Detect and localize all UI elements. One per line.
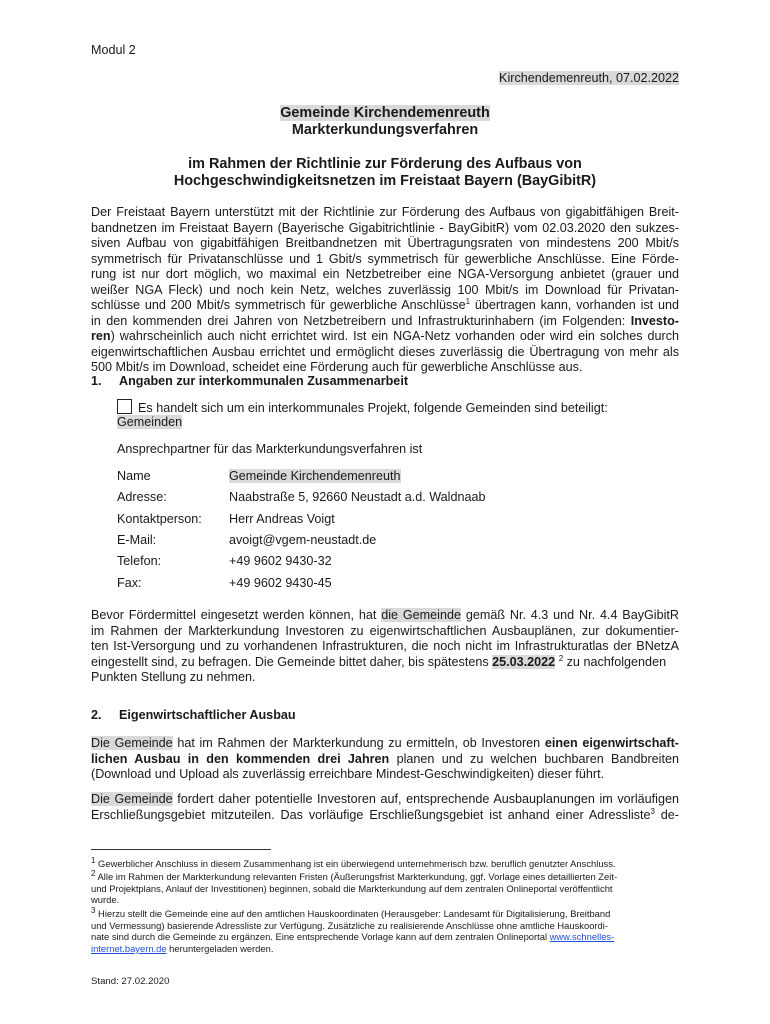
funding-line: im Rahmen der Markterkundung Investoren zu eigenwirtschaftlichen Ausbauplänen, zur dokumentier- bbox=[91, 623, 679, 638]
funding-line: ten Ist-Versorgung und zu vorhandenen Infrastrukturen, die noch nicht im Infrastrukturatlas der BNetzA bbox=[91, 639, 679, 654]
place-date: Kirchendemenreuth, 07.02.2022 bbox=[499, 71, 679, 85]
contact-intro: Ansprechpartner für das Markterkundungsverfahren ist bbox=[117, 442, 423, 456]
section2-line: Erschließungsgebiet mitzuteilen. Das vorläufige Erschließungsgebiet ist anhand einer Adressliste$^3$ de- bbox=[91, 806, 680, 822]
section2-line: Die Gemeinde hat im Rahmen der Markterkundung zu ermitteln, ob Investoren einen eigenwirtschaft- bbox=[91, 736, 679, 750]
portal-link-continued[interactable]: internet.bayern.de bbox=[91, 942, 167, 954]
intro-line: 500 Mbit/s im Download, scheidet eine Förderung auch für gewerbliche Anschlüsse aus. bbox=[91, 360, 583, 375]
section-2-paragraph-1 bbox=[91, 736, 679, 783]
intro-line: bandnetzen im Freistaat Bayern (Bayerische Gigabitrichtlinie - BayGibitR) vom 02.03.2020 den sukzes- bbox=[91, 220, 679, 235]
interkommunal-checkbox[interactable] bbox=[117, 399, 132, 414]
title-procedure: Markterkundungsverfahren bbox=[291, 122, 479, 138]
title-guideline-line2: Hochgeschwindigkeitsnetzen im Freistaat Bayern (BayGibitR) bbox=[173, 173, 597, 189]
intro-line: schlüsse und 200 Mbit/s symmetrisch für gewerbliche Anschlüsse$^1$ übertragen kann, vorhanden ist und bbox=[91, 297, 679, 313]
intro-line: in den kommenden drei Jahren von Netzbetreibern und Infrastrukturinhabern (im Folgenden: Investo- bbox=[91, 313, 679, 328]
funding-line: eingestellt sind, zu befragen. Die Gemeinde bittet daher, bis spätestens 25.03.2022 $^2$ zu nachfolgenden bbox=[91, 653, 667, 669]
footnote-2: $^2$ Alle im Rahmen der Markterkundung relevanten Fristen (Äußerungsfrist Markterkundung, ggf. Vorlage eines detaillierten Zeit- und Projektplans, Anlauf der Investitionen) beginnen, sobald die Markterkundung auf dem zentralen Onlineportal veröffentlicht wurde. bbox=[91, 868, 618, 906]
footnote-ref-2: 2 bbox=[558, 653, 564, 663]
intro-line: eigenwirtschaftlichen Ausbau errichtet und ermöglicht dieses zuverlässig die Übertragung von mehr als bbox=[91, 344, 679, 359]
title-guideline-line1: im Rahmen der Richtlinie zur Förderung des Aufbaus von bbox=[188, 156, 582, 172]
footnote-1: $^1$ Gewerblicher Anschluss in diesem Zusammenhang ist ein überwiegend unternehmerisch bzw. beruflich genutzter Anschluss. bbox=[91, 855, 616, 869]
intro-line: siven Aufbau von gigabitfähigen Breitbandnetzen mit Übertragungsraten von mindestens 200 Mbit/s bbox=[91, 236, 679, 251]
checkbox-label: Es handelt sich um ein interkommunales Projekt, folgende Gemeinden sind beteiligt: bbox=[138, 401, 608, 415]
contact-name-value: Gemeinde Kirchendemenreuth bbox=[229, 469, 401, 483]
section-2-paragraph-2 bbox=[91, 792, 679, 823]
section-2-heading: 2. Eigenwirtschaftlicher Ausbau bbox=[91, 708, 296, 722]
footnote-separator bbox=[91, 849, 271, 850]
funding-line: Bevor Fördermittel eingesetzt werden können, hat die Gemeinde gemäß Nr. 4.3 und Nr. 4.4 BayGibitR bbox=[91, 608, 679, 622]
intro-line: symmetrisch für Privatanschlüsse und 1 Gbit/s symmetrisch für gewerbliche Anschlüsse. Eine Förde- bbox=[91, 251, 679, 266]
funding-paragraph bbox=[91, 608, 679, 686]
section2-line: lichen Ausbau in den kommenden drei Jahren planen und zu welchen buchbaren Bandbreiten bbox=[91, 751, 679, 766]
intro-line: Der Freistaat Bayern unterstützt mit der Richtlinie zur Förderung des Aufbaus von gigabitfähigen Breit- bbox=[91, 205, 679, 219]
section2-line: (Download und Upload als zuverlässig erreichbare Mindest-Geschwindigkeiten) dieser führt. bbox=[91, 767, 605, 782]
intro-paragraph bbox=[91, 205, 679, 376]
title-municipality: Gemeinde Kirchendemenreuth bbox=[280, 105, 490, 121]
intro-line: weißer NGA Fleck) und noch kein Netz, welches zuverlässig 100 Mbit/s im Download für Privatan- bbox=[91, 282, 679, 297]
funding-line: Punkten Stellung zu nehmen. bbox=[91, 670, 256, 685]
module-label: Modul 2 bbox=[91, 43, 136, 57]
intro-line: ren) wahrscheinlich auch nicht errichtet wird. Ist ein NGA-Netz vorhanden oder wird ein solches durch bbox=[91, 329, 679, 344]
footnote-ref-1: 1 bbox=[465, 297, 471, 307]
deadline-date: 25.03.2022 bbox=[492, 654, 556, 669]
section-1-heading: 1. Angaben zur interkommunalen Zusammenarbeit bbox=[91, 374, 409, 388]
footnote-ref-3: 3 bbox=[650, 806, 655, 816]
intro-line: rung ist nur dort möglich, wo maximal ein Netzbetreiber eine NGA-Versorgung anbietet (grauer und bbox=[91, 267, 679, 282]
section2-line: Die Gemeinde fordert daher potentielle Investoren auf, entsprechende Ausbauplanungen im vorläufigen bbox=[91, 792, 679, 806]
document-page: Modul 2 Kirchendemenreuth, 07.02.2022 Gemeinde Kirchendemenreuth Markterkundungsverfahren im Rahmen der Richtlinie zur Förderung des Aufbaus von Hochgeschwindigkeitsnetzen im Freistaat Bayern (BayGibitR) Der Freistaat Bayern unterstützt mit der Richtlinie zur Förderung des Aufbaus von gigabitfähigen Breit- bandnetzen im Freistaat Bayern (Bayerische Gigabitrichtlinie - BayGibitR) vom 02.03.2020 den sukzes- siven Aufbau von gigabitfähigen Breitbandnetzen mit Übertragungsraten von mindestens 200 Mbit/s symmetrisch für Privatanschlüsse und 1 Gbit/s symmetrisch für gewerbliche Anschlüsse. Eine Förde- rung ist nur dort möglich, wo maximal ein Netzbetreiber eine NGA-Versorgung anbietet (grauer und weißer NGA Fleck) und noch kein Netz, welches zuverlässig 100 Mbit/s im Download für Privatan- schlüsse und 200 Mbit/s symmetrisch für gewerbliche Anschlüsse$^1$ übertragen kann, vorhanden ist und in den kommenden drei Jahren von Netzbetreibern und Infrastrukturinhabern (im Folgenden: Investo- ren) wahrscheinlich auch nicht errichtet wird. Ist ein NGA-Netz vorhanden oder wird ein solches durch eigenwirtschaftlichen Ausbau errichtet und ermöglicht dieses zuverlässig die Übertragung von mehr als 500 Mbit/s im Download, scheidet eine Förderung auch für gewerbliche Anschlüsse aus. 1. Angaben zur interkommunalen Zusammenarbeit Es handelt sich um ein interkommunales Projekt, folgende Gemeinden sind beteiligt: Gemeinden Ansprechpartner für das Markterkundungsverfahren ist Name Gemeinde Kirchendemenreuth Adresse: Naabstraße 5, 92660 Neustadt a.d. Waldnaab Kontaktperson: Herr Andreas Voigt E-Mail: avoigt@vgem-neustadt.de Telefon: +49 9602 9430-32 Fax: +49 9602 9430-45 Bevor Fördermittel eingesetzt werden können, hat die Gemeinde gemäß Nr. 4.3 und Nr. 4.4 BayGibitR im Rahmen der Markterkundung Investoren zu eigenwirtschaftlichen Ausbauplänen, zur dokumentier- ten Ist-Versorgung und zu vorhandenen Infrastrukturen, die noch nicht im Infrastrukturatlas der BNetzA eingestellt sind, zu befragen. Die Gemeinde bittet daher, bis spätestens 25.03.2022 $^2$ zu nachfolgenden Punkten Stellung zu nehmen. 2. Eigenwirtschaftlicher Ausbau Die Gemeinde hat im Rahmen der Markterkundung zu ermitteln, ob Investoren einen eigenwirtschaft- lichen Ausbau in den kommenden drei Jahren planen und zu welchen buchbaren Bandbreiten (Download und Upload als zuverlässig erreichbare Mindest-Geschwindigkeiten) dieser führt. Die Gemeinde fordert daher potentielle Investoren auf, entsprechende Ausbauplanungen im vorläufigen Erschließungsgebiet mitzuteilen. Das vorläufige Erschließungsgebiet ist anhand einer Adressliste$^3$ de- $^1$ Gewerblicher Anschluss in diesem Zusammenhang ist ein überwiegend unternehmerisch bzw. beruflich genutzter Anschluss. $^2$ Alle im Rahmen der Markterkundung relevanten Fristen (Äußerungsfrist Markterkundung, ggf. Vorlage eines detaillierten Zeit- und Projektplans, Anlauf der Investitionen) beginnen, sobald die Markterkundung auf dem zentralen Onlineportal veröffentlicht wurde. $^3$ Hierzu stellt die Gemeinde eine auf den amtlichen Hauskoordinaten (Herausgeber: Landesamt für Digitalisierung, Breitband und Vermessung) basierende Adressliste zur Verfügung. Zusätzliche zu realisierende Anschlüsse ohne amtliche Hauskoordi- nate sind durch die Gemeinde zu ergänzen. Eine entsprechende Vorlage kann auf dem zentralen Onlineportal www.schnelles- internet.bayern.de heruntergeladen werden. Stand: 27.02.2020 bbox=[0, 0, 770, 1024]
footer-stand: Stand: 27.02.2020 bbox=[91, 976, 170, 987]
footnote-3: $^3$ Hierzu stellt die Gemeinde eine auf den amtlichen Hauskoordinaten (Herausgeber: Landesamt für Digitalisierung, Breitband und Vermessung) basierende Adressliste zur Verfügung. Zusätzliche zu realisierende Anschlüsse ohne amtliche Hauskoordi- nate sind durch die Gemeinde zu ergänzen. Eine entsprechende Vorlage kann auf dem zentralen Onlineportal www.schnelles- internet.bayern.de heruntergeladen werden. bbox=[91, 905, 615, 954]
interkommunal-checkbox-row bbox=[117, 399, 608, 417]
portal-link[interactable]: www.schnelles- bbox=[549, 931, 615, 943]
gemeinden-field[interactable]: Gemeinden bbox=[117, 415, 183, 429]
